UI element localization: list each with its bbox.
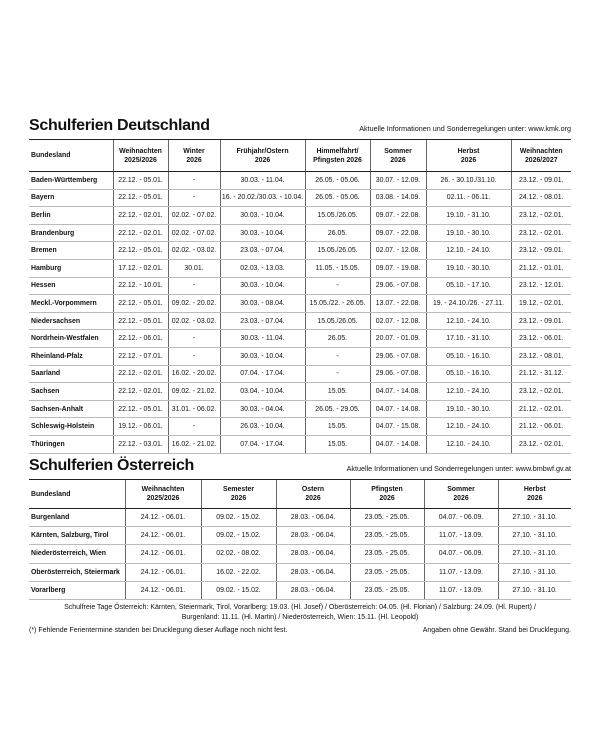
column-header-line: 2026/2027 (524, 156, 558, 164)
table-row (29, 435, 571, 453)
date-cell: 19.10. - 30.10. (426, 400, 511, 418)
date-cell: 22.12. - 02.01. (113, 224, 168, 242)
column-header (424, 480, 498, 509)
column-header-line: Weihnachten (119, 147, 162, 155)
date-cell: 23.12. - 06.01. (511, 330, 571, 348)
austria-header (29, 457, 571, 475)
date-cell: 12.10. - 24.10. (426, 383, 511, 401)
column-header (498, 480, 571, 509)
date-cell: 23.03. - 07.04. (220, 242, 305, 260)
date-cell: 09.02. - 15.02. (201, 581, 276, 599)
date-cell: 22.12. - 02.01. (113, 365, 168, 383)
state-name-cell: Thüringen (29, 435, 113, 453)
germany-table-body (29, 172, 571, 454)
date-cell: 24.12. - 06.01. (125, 509, 201, 527)
state-name-cell: Berlin (29, 207, 113, 225)
date-cell: 30.03. - 08.04. (220, 295, 305, 313)
date-cell: 23.05. - 25.05. (350, 527, 424, 545)
table-row (29, 242, 571, 260)
date-cell: 22.12. - 05.01. (113, 400, 168, 418)
date-cell: 27.10. - 31.10. (498, 581, 571, 599)
date-cell: 11.07. - 13.09. (424, 563, 498, 581)
date-cell: 04.07. - 14.08. (370, 383, 426, 401)
date-cell: 24.12. - 08.01. (511, 189, 571, 207)
date-cell: 02.07. - 12.08. (370, 242, 426, 260)
date-cell: 19. - 24.10./26. - 27.11. (426, 295, 511, 313)
date-cell: 09.07. - 19.08. (370, 259, 426, 277)
date-cell: 12.10. - 24.10. (426, 435, 511, 453)
austria-title: Schulferien Österreich (29, 457, 195, 474)
date-cell: 12.10. - 24.10. (426, 418, 511, 436)
date-cell: 31.01. - 06.02. (168, 400, 220, 418)
austria-section (29, 457, 571, 623)
column-header (426, 140, 511, 172)
column-header-line: Bundesland (31, 490, 71, 498)
date-cell: 23.12. - 09.01. (511, 172, 571, 190)
column-header-line: Bundesland (31, 152, 71, 159)
date-cell: 24.12. - 06.01. (125, 581, 201, 599)
date-cell: 05.10. - 16.10. (426, 365, 511, 383)
date-cell: - (168, 418, 220, 436)
column-header (370, 140, 426, 172)
austria-info: Aktuelle Informationen und Sonderregelungen unter: www.bmbwf.gv.at (346, 464, 571, 473)
date-cell: 04.07. - 14.08. (370, 435, 426, 453)
table-row (29, 172, 571, 190)
date-cell: 30.03. - 10.04. (220, 347, 305, 365)
table-row (29, 527, 571, 545)
date-cell: 02.02. - 07.02. (168, 224, 220, 242)
table-row (29, 312, 571, 330)
date-cell: 11.07. - 13.09. (424, 527, 498, 545)
state-name-cell: Niedersachsen (29, 312, 113, 330)
date-cell: 17.10. - 31.10. (426, 330, 511, 348)
date-cell: 22.12. - 05.01. (113, 295, 168, 313)
austria-table (29, 479, 571, 600)
date-cell: 02.02. - 07.02. (168, 207, 220, 225)
table-row (29, 224, 571, 242)
date-cell: 07.04. - 17.04. (220, 365, 305, 383)
column-header-line: 2025/2026 (124, 156, 157, 164)
germany-header (29, 117, 571, 135)
state-name-cell: Bremen (29, 242, 113, 260)
date-cell: 28.03. - 06.04. (276, 581, 350, 599)
austria-note (29, 603, 571, 623)
table-row (29, 189, 571, 207)
germany-title: Schulferien Deutschland (29, 117, 210, 134)
date-cell: 29.06. - 07.08. (370, 277, 426, 295)
table-row (29, 545, 571, 563)
table-row (29, 563, 571, 581)
column-header (29, 140, 113, 172)
column-header (29, 480, 125, 509)
date-cell: 23.12. - 02.01. (511, 435, 571, 453)
date-cell: 02.02. - 08.02. (201, 545, 276, 563)
date-cell: 23.12. - 09.01. (511, 242, 571, 260)
state-name-cell: Nordrhein-Westfalen (29, 330, 113, 348)
date-cell: 09.02. - 15.02. (201, 527, 276, 545)
table-row (29, 295, 571, 313)
date-cell: 26.03. - 10.04. (220, 418, 305, 436)
column-header-line: Pfingsten 2026 (313, 156, 362, 164)
date-cell: 16.02. - 21.02. (168, 435, 220, 453)
table-row (29, 418, 571, 436)
date-cell: - (168, 347, 220, 365)
state-name-cell: Saarland (29, 365, 113, 383)
column-header (125, 480, 201, 509)
column-header (511, 140, 571, 172)
date-cell: 22.12. - 03.01. (113, 435, 168, 453)
state-name-cell: Niederösterreich, Wien (29, 545, 125, 563)
date-cell: 04.07. - 14.08. (370, 400, 426, 418)
date-cell: 04.07. - 06.09. (424, 509, 498, 527)
date-cell: 28.03. - 06.04. (276, 509, 350, 527)
column-header (276, 480, 350, 509)
date-cell: 20.07. - 01.09. (370, 330, 426, 348)
date-cell: 11.05. - 15.05. (305, 259, 370, 277)
column-header-line: 2026 (460, 156, 477, 164)
footer-note-right: Angaben ohne Gewähr. Stand bei Drucklegung. (422, 627, 571, 634)
date-cell: 30.01. (168, 259, 220, 277)
date-cell: 09.07. - 22.08. (370, 224, 426, 242)
date-cell: 26.05. (305, 330, 370, 348)
state-name-cell: Sachsen-Anhalt (29, 400, 113, 418)
date-cell: 30.03. - 10.04. (220, 207, 305, 225)
date-cell: 26.05. - 29.05. (305, 400, 370, 418)
germany-table (29, 139, 571, 454)
column-header-line: Weihnachten (519, 147, 563, 155)
date-cell: 24.12. - 06.01. (125, 545, 201, 563)
date-cell: 30.03. - 10.04. (220, 224, 305, 242)
date-cell: 15.05. (305, 383, 370, 401)
date-cell: 02.03. - 13.03. (220, 259, 305, 277)
column-header-line: Frühjahr/Ostern (236, 147, 289, 155)
date-cell: 21.12. - 06.01. (511, 418, 571, 436)
state-name-cell: Kärnten, Salzburg, Tirol (29, 527, 125, 545)
date-cell: 24.12. - 06.01. (125, 563, 201, 581)
date-cell: 29.06. - 07.08. (370, 365, 426, 383)
date-cell: 15.05. (305, 418, 370, 436)
date-cell: 05.10. - 17.10. (426, 277, 511, 295)
footer-note-left: (*) Fehlende Ferientermine standen bei Drucklegung dieser Auflage noch nicht fest. (29, 627, 288, 634)
date-cell: 09.02. - 20.02. (168, 295, 220, 313)
date-cell: 23.05. - 25.05. (350, 509, 424, 527)
germany-section (29, 117, 571, 454)
date-cell: 22.12. - 05.01. (113, 242, 168, 260)
date-cell: 26.05. - 05.06. (305, 189, 370, 207)
date-cell: 19.12. - 02.01. (511, 295, 571, 313)
date-cell: 15.05./26.05. (305, 312, 370, 330)
date-cell: - (168, 189, 220, 207)
date-cell: 21.12. - 02.01. (511, 400, 571, 418)
date-cell: 30.03. - 11.04. (220, 172, 305, 190)
date-cell: 19.10. - 31.10. (426, 207, 511, 225)
date-cell: 22.12. - 06.01. (113, 330, 168, 348)
state-name-cell: Vorarlberg (29, 581, 125, 599)
date-cell: 17.12. - 02.01. (113, 259, 168, 277)
column-header-line: 2026 (230, 495, 247, 502)
column-header-line: Weihnachten (141, 486, 185, 493)
date-cell: 02.02. - 03.02. (168, 312, 220, 330)
date-cell: 23.05. - 25.05. (350, 581, 424, 599)
date-cell: 22.12. - 02.01. (113, 207, 168, 225)
date-cell: 26. - 30.10./31.10. (426, 172, 511, 190)
germany-table-header (29, 140, 571, 172)
date-cell: 04.07. - 06.09. (424, 545, 498, 563)
state-name-cell: Sachsen (29, 383, 113, 401)
date-cell: 26.05. (305, 224, 370, 242)
state-name-cell: Baden-Württemberg (29, 172, 113, 190)
date-cell: 26.05. - 05.06. (305, 172, 370, 190)
page-footer (29, 627, 571, 634)
date-cell: 05.10. - 16.10. (426, 347, 511, 365)
date-cell: - (168, 277, 220, 295)
date-cell: 15.05./22. - 26.05. (305, 295, 370, 313)
date-cell: - (168, 172, 220, 190)
date-cell: 23.05. - 25.05. (350, 563, 424, 581)
table-row (29, 400, 571, 418)
column-header (220, 140, 305, 172)
date-cell: 19.10. - 30.10. (426, 224, 511, 242)
date-cell: 27.10. - 31.10. (498, 545, 571, 563)
date-cell: 22.12. - 05.01. (113, 172, 168, 190)
column-header (350, 480, 424, 509)
date-cell: 07.04. - 17.04. (220, 435, 305, 453)
date-cell: 09.07. - 22.08. (370, 207, 426, 225)
date-cell: 23.12. - 08.01. (511, 347, 571, 365)
date-cell: 02.11. - 06.11. (426, 189, 511, 207)
date-cell: 22.12. - 05.01. (113, 312, 168, 330)
column-header-line: 2026 (254, 156, 271, 164)
column-header-line: 2026 (379, 495, 395, 502)
date-cell: 27.10. - 31.10. (498, 527, 571, 545)
date-cell: 19.12. - 06.01. (113, 418, 168, 436)
date-cell: 03.08. - 14.09. (370, 189, 426, 207)
date-cell: - (168, 330, 220, 348)
column-header (113, 140, 168, 172)
column-header-line: Herbst (457, 147, 480, 155)
column-header-line: 2026 (527, 495, 543, 502)
date-cell: 03.04. - 10.04. (220, 383, 305, 401)
column-header-line: Winter (183, 147, 205, 155)
date-cell: 04.07. - 15.08. (370, 418, 426, 436)
date-cell: 28.03. - 06.04. (276, 563, 350, 581)
austria-table-header (29, 480, 571, 509)
date-cell: 23.12. - 02.01. (511, 383, 571, 401)
date-cell: 09.02. - 15.02. (201, 509, 276, 527)
column-header-line: Himmelfahrt/ (316, 147, 359, 155)
column-header-line: 2026 (186, 156, 202, 164)
date-cell: - (305, 365, 370, 383)
date-cell: 22.12. - 07.01. (113, 347, 168, 365)
date-cell: 19.10. - 30.10. (426, 259, 511, 277)
table-row (29, 509, 571, 527)
date-cell: 29.06. - 07.08. (370, 347, 426, 365)
column-header-line: 2026 (305, 495, 321, 502)
date-cell: 27.10. - 31.10. (498, 563, 571, 581)
date-cell: 27.10. - 31.10. (498, 509, 571, 527)
date-cell: - (305, 277, 370, 295)
table-row (29, 277, 571, 295)
date-cell: 16.02. - 22.02. (201, 563, 276, 581)
table-row (29, 581, 571, 599)
table-row (29, 330, 571, 348)
date-cell: 30.03. - 11.04. (220, 330, 305, 348)
date-cell: 30.07. - 12.09. (370, 172, 426, 190)
austria-note-line-2: Burgenland: 11.11. (Hl. Martin) / Niederösterreich, Wien: 15.11. (Hl. Leopold) (181, 613, 419, 621)
date-cell: 21.12. - 01.01. (511, 259, 571, 277)
date-cell: 23.12. - 02.01. (511, 224, 571, 242)
date-cell: 12.10. - 24.10. (426, 312, 511, 330)
column-header-line: Pfingsten (371, 486, 403, 493)
date-cell: - (305, 347, 370, 365)
state-name-cell: Bayern (29, 189, 113, 207)
date-cell: 28.03. - 06.04. (276, 527, 350, 545)
state-name-cell: Schleswig-Holstein (29, 418, 113, 436)
state-name-cell: Rheinland-Pfalz (29, 347, 113, 365)
table-row (29, 365, 571, 383)
column-header-line: Ostern (301, 486, 325, 493)
column-header-line: Sommer (447, 486, 475, 493)
column-header-line: Semester (222, 486, 255, 493)
column-header (201, 480, 276, 509)
date-cell: 30.03. - 10.04. (220, 277, 305, 295)
date-cell: 23.05. - 25.05. (350, 545, 424, 563)
state-name-cell: Burgenland (29, 509, 125, 527)
date-cell: 24.12. - 06.01. (125, 527, 201, 545)
date-cell: 16. - 20.02./30.03. - 10.04. (220, 189, 305, 207)
date-cell: 23.12. - 09.01. (511, 312, 571, 330)
column-header (168, 140, 220, 172)
column-header-line: 2026 (390, 156, 406, 164)
date-cell: 15.05./26.05. (305, 242, 370, 260)
column-header-line: Herbst (523, 486, 546, 493)
date-cell: 09.02. - 21.02. (168, 383, 220, 401)
date-cell: 16.02. - 20.02. (168, 365, 220, 383)
date-cell: 23.12. - 12.01. (511, 277, 571, 295)
column-header-line: Sommer (384, 147, 412, 155)
state-name-cell: Oberösterreich, Steiermark (29, 563, 125, 581)
date-cell: 30.03. - 04.04. (220, 400, 305, 418)
austria-table-body (29, 509, 571, 600)
column-header-line: 2025/2026 (146, 495, 180, 502)
date-cell: 11.07. - 13.09. (424, 581, 498, 599)
date-cell: 23.03. - 07.04. (220, 312, 305, 330)
table-row (29, 259, 571, 277)
state-name-cell: Hamburg (29, 259, 113, 277)
column-header (305, 140, 370, 172)
date-cell: 02.07. - 12.08. (370, 312, 426, 330)
date-cell: 15.05./26.05. (305, 207, 370, 225)
state-name-cell: Brandenburg (29, 224, 113, 242)
date-cell: 12.10. - 24.10. (426, 242, 511, 260)
date-cell: 15.05. (305, 435, 370, 453)
table-row (29, 383, 571, 401)
date-cell: 21.12. - 31.12. (511, 365, 571, 383)
date-cell: 22.12. - 02.01. (113, 383, 168, 401)
date-cell: 02.02. - 03.02. (168, 242, 220, 260)
column-header-line: 2026 (453, 495, 469, 502)
date-cell: 22.12. - 05.01. (113, 189, 168, 207)
germany-info: Aktuelle Informationen und Sonderregelungen unter: www.kmk.org (359, 124, 571, 133)
date-cell: 22.12. - 10.01. (113, 277, 168, 295)
date-cell: 28.03. - 06.04. (276, 545, 350, 563)
state-name-cell: Meckl.-Vorpommern (29, 295, 113, 313)
table-row (29, 207, 571, 225)
table-row (29, 347, 571, 365)
austria-note-line-1: Schulfreie Tage Österreich: Kärnten, Steiermark, Tirol, Vorarlberg: 19.03. (Hl. Josef) / Oberösterreich: 04.05. (Hl. Florian) / Salzburg: 24.09. (Hl. Rupert) / (64, 603, 536, 611)
date-cell: 13.07. - 22.08. (370, 295, 426, 313)
date-cell: 23.12. - 02.01. (511, 207, 571, 225)
state-name-cell: Hessen (29, 277, 113, 295)
